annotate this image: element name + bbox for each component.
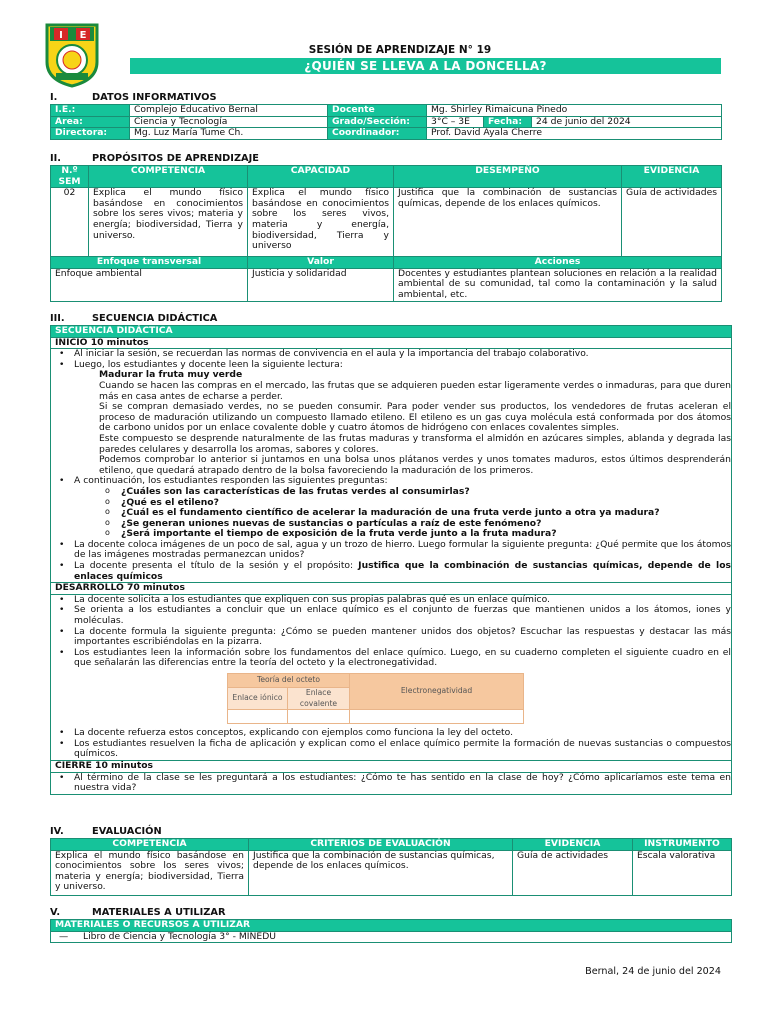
directora-value: Mg. Luz María Tume Ch. bbox=[130, 128, 328, 140]
materiales-table: MATERIALES O RECURSOS A UTILIZAR — Libro de Ciencia y Tecnología 3° - MINEDU bbox=[50, 919, 732, 943]
evaluacion-table: COMPETENCIA CRITERIOS DE EVALUACIÓN EVIDENCIA INSTRUMENTO Explica el mundo físico basándose en conocimientos sobre los seres vivos; materia y energía; biodiversidad, Tierra y universo. Justifica que la combinación de sustancias químicas, depende de los enlaces químicos. Guía de actividades Escala valorativa bbox=[50, 838, 732, 896]
desarrollo-content: • La docente solicita a los estudiantes que expliquen con sus propias palabras qué es un enlace químico. • Se orienta a los estudiantes a concluir que un enlace químico es el conjunto de fuerzas que mantienen unidos a los átomos, iones y moléculas. • La docente formula la siguiente pregunta: ¿Cómo se pueden mantener unidos dos objetos? Escuchar las respuestas y destacar las más importantes escribiéndolas en la pizarra. • Los estudiantes leen la información sobre los fundamentos del enlace químico. Luego, en su cuaderno completen el siguiente cuadro en el que señalarán las diferencias entre la teoría del octeto y la electronegatividad. Teoría del octeto Electronegatividad Enlace iónico Enlace covalente • La docente refuerza estos conceptos, explicando con ejemplos como funciona la ley del octeto. • Los estudiantes resuelven la ficha de aplicación y explican como el enlace químico permite la formación de nuevas sustancias o compuestos químicos. bbox=[51, 594, 732, 760]
preguntas-list: o ¿Cuáles son las características de las frutas verdes al consumirlas? o ¿Qué es el etileno? o ¿Cuál es el fundamento científico de acelerar la maduración de una fruta verde junto a otra ya madura? o ¿Se generan uniones nuevas de sustancias o partículas a raíz de este fenómeno? o ¿Será importante el tiempo de exposición de la fruta verde junto a la fruta madura? bbox=[51, 487, 731, 540]
inicio-header: INICIO 10 minutos bbox=[51, 337, 732, 349]
lectura: Madurar la fruta muy verde Cuando se hacen las compras en el mercado, las frutas que se adquieren pueden estar ligeramente verdes o inmaduras, para que duren más en casa antes de echarse a perder. Si se compran demasiado verdes, no se pueden consumir. Para poder vender sus productos, los vendedores de frutas aceleran el proceso de maduración utilizando un compuesto llamado etileno. El etileno es un gas cuya molécula está conformada por dos átomos de carbono unidos por un enlace covalente doble y cuatro átomos de hidrógeno con enlaces covalentes simples. Este compuesto se desprende naturalmente de las frutas maduras y transforma el almidón en azúcares simples, ablanda y degrada las paredes celulares y desarrolla los aromas, sabores y colores. Podemos comprobar lo anterior si juntamos en una bolsa unos plátanos verdes y unos tomates maduros, estos últimos desprenderán etileno, que quedará atrapado dentro de la bolsa favoreciendo la maduración de los primeros. bbox=[99, 369, 731, 476]
evidencia-text: Guía de actividades bbox=[622, 188, 722, 257]
eval-competencia: Explica el mundo físico basándose en conocimientos sobre los seres vivos; materia y energía; biodiversidad, Tierra y universo. bbox=[51, 850, 249, 895]
section-evaluacion: IV. EVALUACIÓN bbox=[50, 826, 162, 837]
section-materiales: V. MATERIALES A UTILIZAR bbox=[50, 907, 226, 918]
desempeno-text: Justifica que la combinación de sustancias químicas, depende de los enlaces químicos. bbox=[394, 188, 622, 257]
grado-value: 3°C – 3E bbox=[427, 116, 484, 128]
coordinador-value: Prof. David Ayala Cherre bbox=[427, 128, 722, 140]
capacidad-text: Explica el mundo físico basándose en conocimientos sobre los seres vivos, materia y energía, biodiversidad, Tierra y universo bbox=[248, 188, 394, 257]
valor-text: Justicia y solidaridad bbox=[248, 268, 394, 301]
school-logo bbox=[44, 22, 100, 88]
cierre-content: • Al término de la clase se les preguntará a los estudiantes: ¿Cómo te has sentido en la clase de hoy? ¿Cómo aplicaríamos este tema en nuestra vida? bbox=[51, 772, 732, 794]
ie-value: Complejo Educativo Bernal bbox=[130, 105, 328, 117]
enfoque-text: Enfoque ambiental bbox=[51, 268, 248, 301]
section-datos: I. DATOS INFORMATIVOS bbox=[50, 92, 217, 103]
acciones-text: Docentes y estudiantes plantean soluciones en relación a la realidad ambiental de su comunidad, tal como la contaminación y la salud ambiental, etc. bbox=[394, 268, 722, 301]
desarrollo-header: DESARROLLO 70 minutos bbox=[51, 583, 732, 595]
logo-letter-i: I bbox=[59, 30, 63, 41]
octeto-cuadro: Teoría del octeto Electronegatividad Enlace iónico Enlace covalente bbox=[227, 673, 524, 724]
section-secuencia: III. SECUENCIA DIDÁCTICA bbox=[50, 313, 218, 324]
semana-num: 02 bbox=[51, 188, 89, 257]
section-propositos: II. PROPÓSITOS DE APRENDIZAJE bbox=[50, 153, 259, 164]
logo-letter-e: E bbox=[79, 30, 87, 41]
lectura-title: Madurar la fruta muy verde bbox=[99, 369, 243, 381]
footer-date: Bernal, 24 de junio del 2024 bbox=[585, 966, 721, 977]
docente-value: Mg. Shirley Rimaicuna Pinedo bbox=[427, 105, 722, 117]
eval-evidencia: Guía de actividades bbox=[513, 850, 633, 895]
eval-criterio: Justifica que la combinación de sustancias químicas, depende de los enlaces químicos. bbox=[249, 850, 513, 895]
material-item: — Libro de Ciencia y Tecnología 3° - MINEDU bbox=[51, 931, 732, 943]
inicio-content: • Al iniciar la sesión, se recuerdan las normas de convivencia en el aula y la importancia del trabajo colaborativo. • Luego, los estudiantes y docente leen la siguiente lectura: Madurar la fruta muy verde Cuando se hacen las compras en el mercado, las frutas que se adquieren pueden estar ligeramente verdes o inmaduras, para que duren más en casa antes de echarse a perder. Si se compran demasiado verdes, no se pueden consumir. Para poder vender sus productos, los vendedores de frutas aceleran el proceso de maduración utilizando un compuesto llamado etileno. El etileno es un gas cuya molécula está conformada por dos átomos de carbono unidos por un enlace covalente doble y cuatro átomos de hidrógeno con enlaces covalentes simples. Este compuesto se desprende naturalmente de las frutas maduras y transforma el almidón en azúcares simples, ablanda y degrada las paredes celulares y desarrolla los aromas, sabores y colores. Podemos comprobar lo anterior si juntamos en una bolsa unos plátanos verdes y unos tomates maduros, estos últimos desprenderán etileno, que quedará atrapado dentro de la bolsa favoreciendo la maduración de los primeros. • A continuación, los estudiantes responden las siguientes preguntas: o ¿Cuáles son las características de las frutas verdes al consumirlas? o ¿Qué es el etileno? o ¿Cuál es el fundamento científico de acelerar la maduración de una fruta verde junto a otra ya madura? o ¿Se generan uniones nuevas de sustancias o partículas a raíz de este fenómeno? o ¿Será importante el tiempo de exposición de la fruta verde junto a la fruta madura? • La docente coloca imágenes de un poco de sal, agua y un trozo de hierro. Luego formular la siguiente pregunta: ¿Qué permite que los átomos de las imágenes mostradas permanezcan unidos? • La docente presenta el título de la sesión y el propósito: Justifica que la combinación de sustancias químicas, depende de los enlaces químicos bbox=[51, 349, 732, 583]
session-number: SESIÓN DE APRENDIZAJE N° 19 bbox=[308, 44, 492, 56]
datos-table: I.E.: Complejo Educativo Bernal Docente Mg. Shirley Rimaicuna Pinedo Area: Ciencia y Tecnología Grado/Sección: 3°C – 3E Fecha: 24 de junio del 2024 Directora: Mg. Luz María Tume Ch. Coordinador: Prof. David Ayala Cherre bbox=[50, 104, 722, 140]
propositos-table: N.º SEM COMPETENCIA CAPACIDAD DESEMPEÑO EVIDENCIA 02 Explica el mundo físico basándose en conocimientos sobre los seres vivos; materia y energía; biodiversidad, Tierra y universo. Explica el mundo físico basándose en conocimientos sobre los seres vivos, materia y energía, biodiversidad, Tierra y universo Justifica que la combinación de sustancias químicas, depende de los enlaces químicos. Guía de actividades Enfoque transversal Valor Acciones Enfoque ambiental Justicia y solidaridad Docentes y estudiantes plantean soluciones en relación a la realidad ambiental de su comunidad, tal como la contaminación y la salud ambiental, etc. bbox=[50, 165, 722, 302]
competencia-text: Explica el mundo físico basándose en conocimientos sobre los seres vivos; materia y energía; biodiversidad, Tierra y universo. bbox=[89, 188, 248, 257]
eval-instrumento: Escala valorativa bbox=[633, 850, 732, 895]
cierre-header: CIERRE 10 minutos bbox=[51, 760, 732, 772]
secuencia-table: SECUENCIA DIDÁCTICA INICIO 10 minutos • Al iniciar la sesión, se recuerdan las normas de convivencia en el aula y la importancia del trabajo colaborativo. • Luego, los estudiantes y docente leen la siguiente lectura: Madurar la fruta muy verde Cuando se hacen las compras en el mercado, las frutas que se adquieren pueden estar ligeramente verdes o inmaduras, para que duren más en casa antes de echarse a perder. Si se compran demasiado verdes, no se pueden consumir. Para poder vender sus productos, los vendedores de frutas aceleran el proceso de maduración utilizando un compuesto llamado etileno. El etileno es un gas cuya molécula está conformada por dos átomos de carbono unidos por un enlace covalente doble y cuatro átomos de hidrógeno con enlaces covalentes simples. Este compuesto se desprende naturalmente de las frutas maduras y transforma el almidón en azúcares simples, ablanda y degrada las paredes celulares y desarrolla los aromas, sabores y colores. Podemos comprobar lo anterior si juntamos en una bolsa unos plátanos verdes y unos tomates maduros, estos últimos desprenderán etileno, que quedará atrapado dentro de la bolsa favoreciendo la maduración de los primeros. • A continuación, los estudiantes responden las siguientes preguntas: o ¿Cuáles son las características de las frutas verdes al consumirlas? o ¿Qué es el etileno? o ¿Cuál es el fundamento científico de acelerar la maduración de una fruta verde junto a otra ya madura? o ¿Se generan uniones nuevas de sustancias o partículas a raíz de este fenómeno? o ¿Será importante el tiempo de exposición de la fruta verde junto a la fruta madura? • La docente coloca imágenes de un poco de sal, agua y un trozo de hierro. Luego formular la siguiente pregunta: ¿Qué permite que los átomos de las imágenes mostradas permanezcan unidos? • La docente presenta el título de la sesión y el propósito: Justifica que la combinación de sustancias químicas, depende de los enlaces químicos DESARROLLO 70 minutos • La docente solicita a los estudiantes que expliquen con sus propias palabras qué es un enlace químico. • Se orienta a los estudiantes a concluir que un enlace químico es el conjunto de fuerzas que mantienen unidos a los átomos, iones y moléculas. • La docente formula la siguiente pregunta: ¿Cómo se pueden mantener unidos dos objetos? Escuchar las respuestas y destacar las más importantes escribiéndolas en la pizarra. • Los estudiantes leen la información sobre los fundamentos del enlace químico. Luego, en su cuaderno completen el siguiente cuadro en el que señalarán las diferencias entre la teoría del octeto y la electronegatividad. Teoría del octeto Electronegatividad Enlace iónico Enlace covalente • La docente refuerza estos conceptos, explicando con ejemplos como funciona la ley del octeto. • Los estudiantes resuelven la ficha de aplicación y explican como el enlace químico permite la formación de nuevas sustancias o compuestos químicos. CIERRE 10 minutos • Al término de la clase se les preguntará a los estudiantes: ¿Cómo te has sentido en la clase de hoy? ¿Cómo aplicaríamos este tema en nuestra vida? bbox=[50, 325, 732, 795]
session-title: ¿QUIÉN SE LLEVA A LA DONCELLA? bbox=[130, 58, 721, 74]
area-value: Ciencia y Tecnología bbox=[130, 116, 328, 128]
fecha-value: 24 de junio del 2024 bbox=[532, 116, 722, 128]
